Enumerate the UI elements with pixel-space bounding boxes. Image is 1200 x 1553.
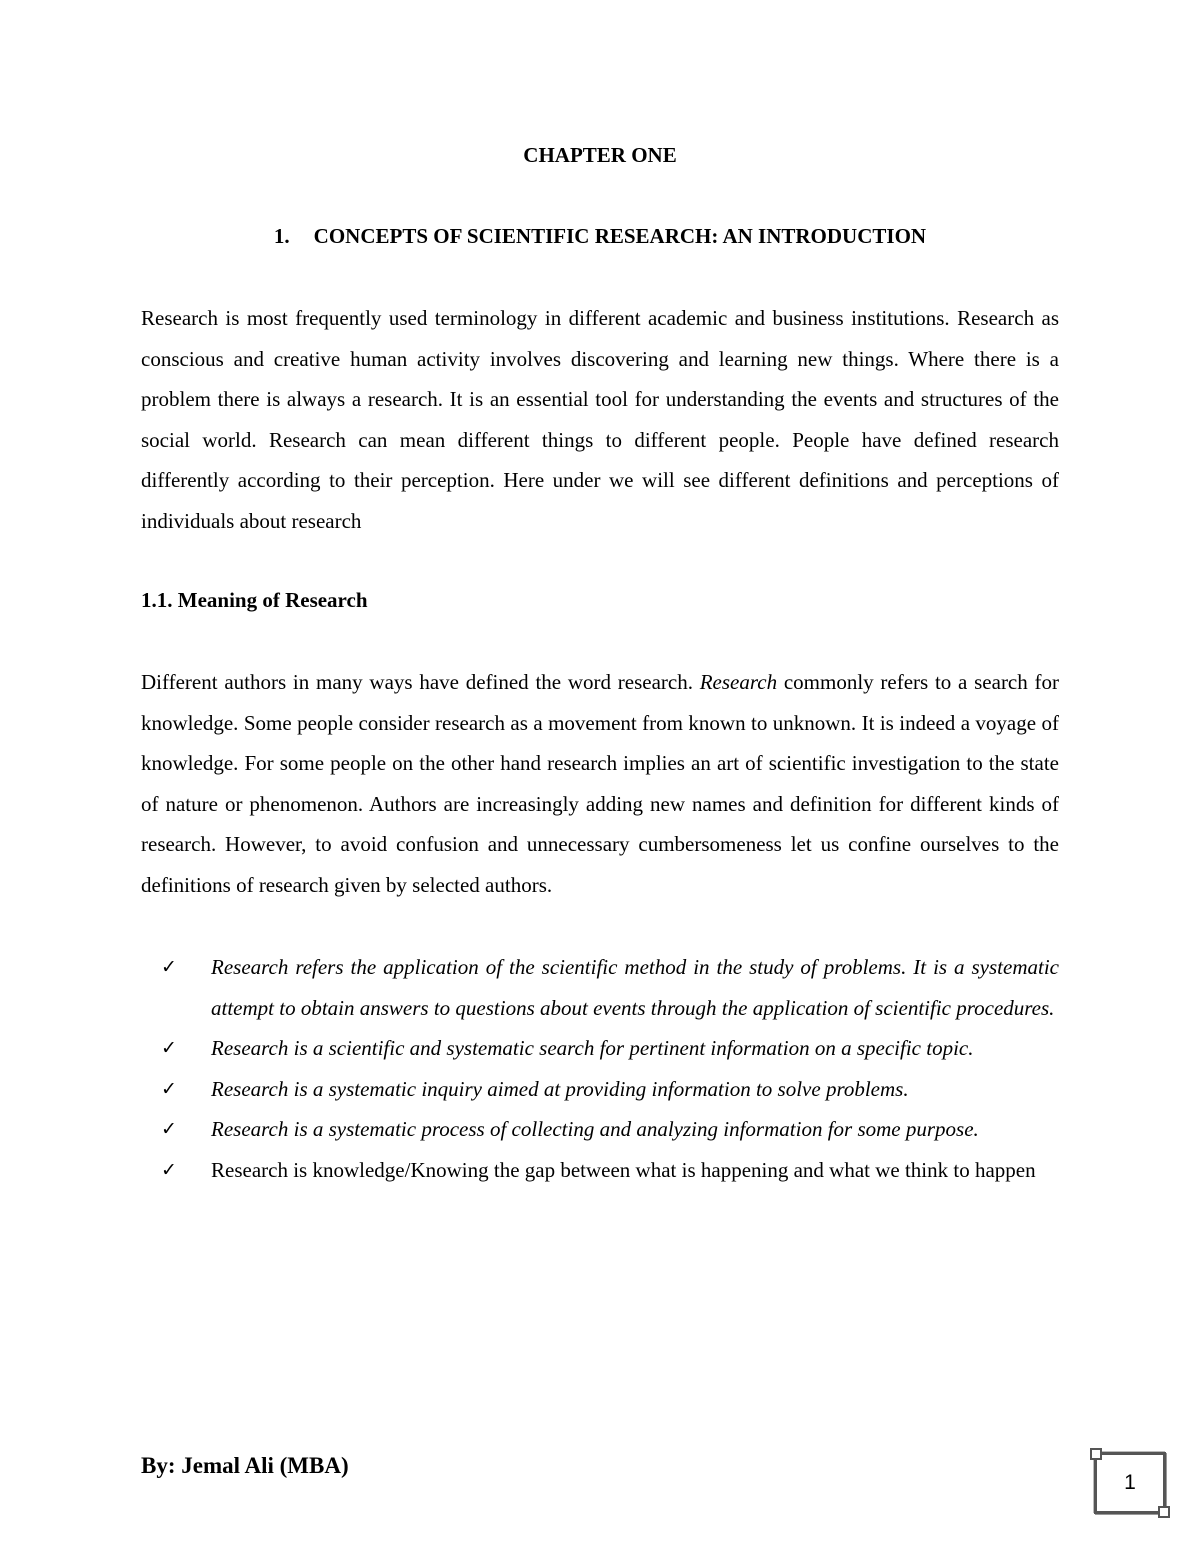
section-title: CONCEPTS OF SCIENTIFIC RESEARCH: AN INTRODUCTION	[313, 224, 927, 248]
author-footer: By: Jemal Ali (MBA)	[141, 1453, 349, 1478]
definition-text: Research refers the application of the scientific method in the study of problems. It is a systematic attempt to obtain answers to questions about events through the application of scientific procedures.	[211, 955, 1059, 1020]
definition-item	[141, 947, 1059, 1028]
check-icon: ✓	[161, 1118, 177, 1140]
meaning-paragraph-start: Different authors in many ways have defined the word research.	[141, 670, 700, 694]
definition-list	[141, 947, 1059, 1190]
definition-text: Research is a scientific and systematic search for pertinent information on a specific topic.	[211, 1036, 974, 1060]
definition-item	[141, 1028, 1059, 1069]
meaning-heading: 1.1. Meaning of Research	[141, 588, 368, 612]
definition-item	[141, 1150, 1059, 1191]
definition-item	[141, 1069, 1059, 1110]
section-number: 1.	[273, 224, 290, 248]
definition-text: Research is a systematic process of collecting and analyzing information for some purpose.	[211, 1117, 979, 1141]
check-icon: ✓	[161, 1158, 177, 1181]
check-icon: ✓	[161, 1077, 177, 1100]
definition-text: Research is knowledge/Knowing the gap between what is happening and what we think to happen	[211, 1157, 1036, 1182]
intro-paragraph: Research is most frequently used terminology in different academic and business institutions. Research as conscious and creative human activity involves discovering and learning new things. Where there is a problem there is always a research. It is an essential tool for understanding the events and structures of the social world. Research can mean different things to different people. People have defined research differently according to their perception. Here under we will see different definitions and perceptions of individuals about research	[141, 306, 1059, 533]
check-icon: ✓	[161, 1037, 177, 1059]
definition-text: Research is a systematic inquiry aimed at providing information to solve problems.	[211, 1076, 909, 1101]
page-number-box	[1094, 1452, 1166, 1514]
section-heading	[0, 224, 1200, 249]
page-number: 1	[1124, 1471, 1136, 1494]
chapter-title: CHAPTER ONE	[523, 143, 677, 167]
definition-item	[141, 1109, 1059, 1150]
check-icon: ✓	[161, 956, 177, 978]
meaning-paragraph-rest: commonly refers to a search for knowledge. Some people consider research as a movement from known to unknown. It is indeed a voyage of knowledge. For some people on the other hand research implies an art of scientific investigation to the state of nature or phenomenon. Authors are increasingly adding new names and definition for different kinds of research. However, to avoid confusion and unnecessary cumbersomeness let us confine ourselves to the definitions of research given by selected authors.	[141, 670, 1059, 897]
meaning-paragraph-italic: Research	[699, 670, 778, 694]
meaning-paragraph	[141, 662, 1059, 905]
